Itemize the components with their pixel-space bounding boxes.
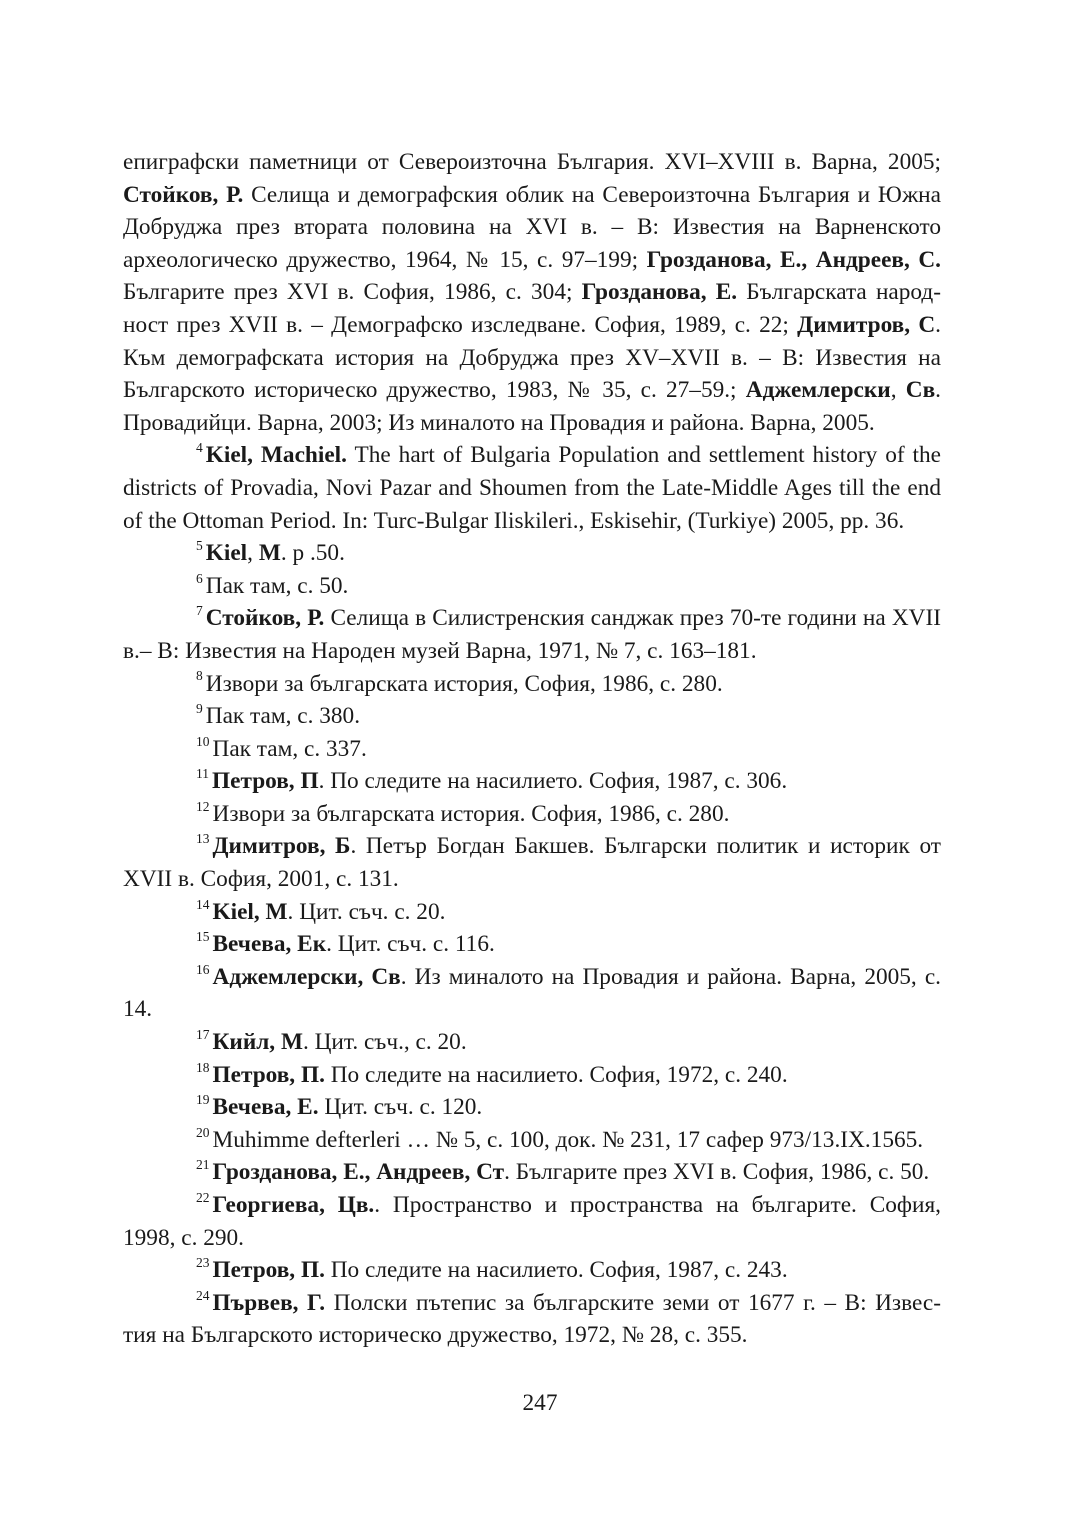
page-number: 247: [522, 1390, 558, 1416]
footnote-23: [123, 1254, 941, 1287]
footnote-author: Петров, П: [212, 768, 319, 795]
footnote-text: . Петър Богдан Бакшев. Български политик и историк от XVII в. София, 2001, с. 131.: [123, 833, 941, 893]
footnote-number: 21: [196, 1157, 210, 1173]
footnote-6: [123, 570, 941, 603]
footnote-author: Вечева, Ек: [212, 931, 327, 958]
footnote-text: Извори за българската история. София, 1986, с. 280.: [212, 800, 730, 827]
footnote-author: Стойков, Р.: [123, 181, 244, 208]
footnote-author: M: [258, 540, 281, 567]
footnotes-block: [123, 146, 941, 1352]
footnote-13: [123, 830, 941, 895]
footnote-list: [123, 439, 941, 1352]
footnote-text: Полски пътепис за българските земи от 1677 г. – В: Извес-тия на Българското историческо дружество, 1972, № 28, с. 355.: [123, 1289, 941, 1349]
footnote-22: [123, 1189, 941, 1254]
footnote-15: [123, 928, 941, 961]
footnote-number: 12: [196, 798, 210, 814]
footnote-5: [123, 537, 941, 570]
footnote-author: Стойков, Р.: [205, 605, 325, 632]
footnote-text: Цит. съч. с. 120.: [318, 1094, 483, 1121]
footnote-text: . Българите през XVI в. София, 1986, с. 50.: [504, 1159, 930, 1186]
footnote-text: . p .50.: [280, 540, 345, 567]
footnote-number: 8: [196, 668, 203, 684]
footnote-17: [123, 1026, 941, 1059]
footnote-number: 14: [196, 896, 210, 912]
footnote-text: По следите на насилието. София, 1972, с. 240.: [324, 1061, 788, 1088]
footnote-19: [123, 1091, 941, 1124]
footnote-text: . По следите на насилието. София, 1987, с. 306.: [318, 768, 788, 795]
footnote-text: Българската народ-ност през XVII в. – Демографско изследване. София, 1989, с. 22;: [123, 279, 941, 338]
footnote-number: 11: [196, 766, 209, 782]
footnote-author: Аджемлерски, Св: [212, 963, 401, 990]
footnote-number: 23: [196, 1255, 210, 1271]
footnote-number: 16: [196, 961, 210, 977]
footnote-9: [123, 700, 941, 733]
footnote-text: Извори за българската история, София, 1986, с. 280.: [205, 670, 723, 697]
footnote-number: 17: [196, 1026, 210, 1042]
footnote-number: 9: [196, 700, 203, 716]
footnote-number: 22: [196, 1189, 210, 1205]
footnote-text: Пак там, с. 50.: [205, 572, 349, 599]
footnote-18: [123, 1059, 941, 1092]
footnote-text: . Пространство и пространства на българите. София, 1998, с. 290.: [123, 1192, 941, 1251]
footnote-author: Георгиева, Цв.: [212, 1192, 375, 1218]
footnote-text: Селища в Силистренския санджак през 70-те години на XVII в.– В: Известия на Народен музей Варна, 1971, № 7, с. 163–181.: [123, 605, 941, 664]
footnote-text: ,: [890, 377, 906, 404]
footnote-author: Грозданова, Е.: [581, 279, 738, 306]
footnote-text: Селища и демографския облик на Североизточна България и Южна Добруджа през втората половина на XVI в. – В: Известия на Варненското археологическо дружество, 1964, № 15, с. 97–199;: [123, 181, 941, 273]
footnote-text: епиграфски паметници от Североизточна България. XVI–XVIII в. Варна, 2005;: [123, 149, 941, 175]
footnote-text: . Цит. съч. с. 116.: [326, 931, 495, 958]
footnote-author: Грозданова, Е., Андреев, С.: [646, 246, 941, 273]
footnote-author: Kiel, Machiel.: [205, 442, 347, 469]
footnote-number: 4: [196, 440, 203, 456]
footnote-number: 6: [196, 570, 203, 586]
footnote-author: Kiel, M: [212, 898, 288, 925]
footnote-author: Грозданова, Е., Андреев, Ст: [212, 1159, 505, 1186]
footnote-text: The hart of Bulgaria Population and settlement history of the districts of Provadia, Novi Pazar and Shoumen from the Late-Middle Ages till the end of the Ottoman Period. In: Turc-Bulgar Iliskileri., Eskisehir, (Turkiye) 2005, pp. 36.: [123, 442, 942, 534]
footnote-author: Димитров, С: [797, 311, 936, 338]
footnote-author: Св: [905, 377, 936, 404]
footnote-20: [123, 1124, 941, 1157]
footnote-number: 19: [196, 1092, 210, 1108]
footnote-author: Кийл, М: [212, 1029, 303, 1056]
footnote-number: 7: [196, 603, 203, 619]
footnote-author: Димитров, Б: [212, 833, 351, 860]
footnote-12: [123, 798, 941, 831]
footnote-number: 15: [196, 929, 210, 945]
footnote-8: [123, 668, 941, 701]
footnote-text: Българите през XVI в. София, 1986, с. 304;: [123, 279, 582, 306]
footnote-21: [123, 1156, 941, 1189]
footnote-4: [123, 439, 941, 537]
footnote-text: Пак там, с. 380.: [205, 703, 361, 730]
footnote-text: Пак там, с. 337.: [212, 735, 367, 762]
footnote-number: 10: [196, 733, 210, 749]
footnote-14: [123, 896, 941, 929]
footnote-author: Kiel: [205, 540, 248, 567]
footnote-text: ,: [247, 540, 259, 567]
footnote-number: 13: [196, 831, 210, 847]
footnote-text: . Провадийци. Варна, 2003; Из миналото на Провадия и района. Варна, 2005.: [123, 377, 941, 436]
footnote-author: Първев, Г.: [212, 1289, 326, 1316]
footnote-author: Петров, П.: [212, 1061, 325, 1088]
footnote-author: Петров, П.: [212, 1257, 325, 1284]
footnote-text: Muhimme defterleri … № 5, с. 100, док. № 231, 17 сафер 973/13.IX.1565.: [212, 1126, 924, 1153]
footnote-16: [123, 961, 941, 1026]
footnote-24: [123, 1287, 941, 1352]
footnote-7: [123, 602, 941, 667]
footnote-11: [123, 765, 941, 798]
footnote-author: Аджемлерски: [745, 377, 891, 404]
footnote-number: 20: [196, 1124, 210, 1140]
footnote-author: Вечева, Е.: [212, 1094, 319, 1121]
footnote-text: . Из миналото на Провадия и района. Варна, 2005, с. 14.: [123, 963, 941, 1023]
footnote-text: По следите на насилието. София, 1987, с. 243.: [324, 1257, 788, 1284]
footnote-number: 24: [196, 1287, 210, 1303]
footnote-text: . Цит. съч. с. 20.: [287, 898, 446, 925]
footnote-10: [123, 733, 941, 766]
footnote-number: 18: [196, 1059, 210, 1075]
footnote-continuation: [123, 146, 941, 439]
footnote-number: 5: [196, 538, 203, 553]
footnote-text: . Към демографската история на Добруджа през XV–XVII в. – В: Известия на Българското историческо дружество, 1983, № 35, с. 27–59.;: [123, 311, 941, 404]
footnote-text: . Цит. съч., с. 20.: [302, 1029, 467, 1056]
